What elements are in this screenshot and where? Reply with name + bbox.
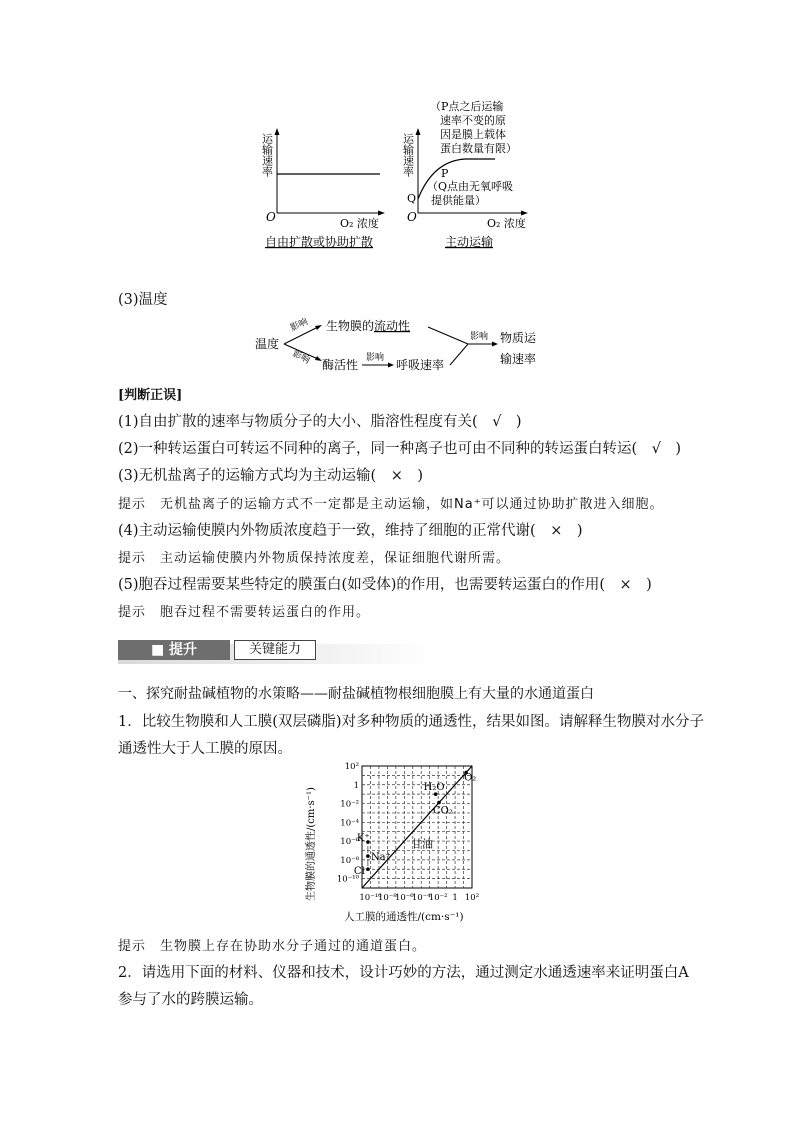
point-p: P [441, 167, 449, 180]
edge-down-label: 影响 [290, 348, 312, 367]
point-label: Cl⁻ [353, 866, 371, 878]
left-caption: 自由扩散或协助扩散 [265, 235, 374, 249]
x-tick-label: 10⁻⁸ [378, 893, 397, 903]
x-tick-label: 10⁻¹⁰ [359, 893, 382, 903]
note-q-2: 提供能量） [431, 194, 486, 207]
point-label: K⁺ [356, 833, 370, 845]
judge-item-5: (5)胞吞过程需要某些特定的膜蛋白(如受体)的作用，也需要转运蛋白的作用( × ) [118, 577, 652, 593]
judge-item-4: (4)主动运输使膜内外物质浓度趋于一致，维持了细胞的正常代谢( × ) [118, 523, 583, 539]
y-tick-label: 10⁻⁸ [340, 855, 359, 866]
right-ylabel: 运输速率 [401, 133, 415, 177]
point-label: Na⁺ [370, 852, 391, 864]
diagonal-line [362, 766, 472, 888]
judge-hint-5: 提示 胞吞过程不需要转运蛋白的作用。 [118, 605, 371, 620]
active-transport-curve [418, 159, 495, 199]
note-top-3: 因是膜上载体 [440, 128, 506, 141]
judge-title: [判断正误] [118, 388, 183, 403]
temp-root: 温度 [255, 337, 280, 351]
q1-line-1: 1．比较生物膜和人工膜(双层磷脂)对多种物质的通透性，结果如图。请解释生物膜对水分子 [118, 714, 705, 730]
result-label-1: 物质运 [500, 331, 537, 345]
point-label: O₂ [464, 772, 477, 784]
y-tick-label: 10⁻⁴ [340, 818, 359, 829]
right-caption: 主动运输 [445, 235, 494, 249]
judge-hint-4: 提示 主动运输使膜内外物质保持浓度差，保证细胞代谢所需。 [118, 551, 511, 566]
x-tick-label: 10⁻² [428, 893, 448, 903]
y-tick-label: 10⁻¹⁰ [336, 874, 359, 885]
note-q-1: （Q点由无氧呼吸 [427, 180, 514, 193]
note-top-4: 蛋白数量有限） [440, 142, 517, 155]
left-graph [261, 128, 386, 249]
edge-out-label: 影响 [470, 332, 489, 342]
transport-graphs [255, 95, 545, 255]
point-Na⁺ [366, 854, 370, 858]
left-ylabel: 运输速率 [260, 133, 274, 177]
respiration-label: 呼吸速率 [396, 358, 445, 372]
q1-line-2: 通透性大于人工膜的原因。 [118, 741, 292, 757]
judge-item-3: (3)无机盐离子的运输方式均为主动运输( × ) [118, 468, 424, 484]
judge-item-2: (2)一种转运蛋白可转运不同种的离子，同一种离子也可由不同种的转运蛋白转运( √ ) [118, 441, 682, 457]
temperature-heading: (3)温度 [118, 292, 168, 308]
point-label: CO₂ [433, 805, 453, 817]
membrane-label: 生物膜的流动性 [326, 319, 411, 333]
x-tick-label: 10² [464, 893, 480, 903]
temperature-diagram [250, 315, 550, 377]
result-label-2: 输速率 [500, 352, 537, 366]
permeability-chart [300, 758, 500, 928]
point-label: H₂O [423, 782, 445, 794]
left-origin: O [266, 210, 276, 224]
point-q: Q [407, 192, 417, 205]
y-tick-label: 10⁻² [340, 799, 359, 810]
banner-left: ■ 提升 [118, 640, 230, 660]
section-title: 一、探究耐盐碱植物的水策略——耐盐碱植物根细胞膜上有大量的水通道蛋白 [118, 686, 594, 702]
point-CO₂ [437, 801, 441, 805]
right-graph [402, 99, 529, 249]
y-tick-label: 10² [344, 762, 359, 772]
enzyme-label: 酶活性 [322, 358, 359, 372]
left-xlabel: O₂ 浓度 [340, 217, 379, 230]
judge-item-1: (1)自由扩散的速率与物质分子的大小、脂溶性程度有关( √ ) [118, 414, 522, 430]
right-origin: O [407, 210, 417, 224]
q2-line-1: 2．请选用下面的材料、仪器和技术，设计巧妙的方法，通过测定水通透速率来证明蛋白A [118, 965, 689, 981]
x-tick-label: 1 [452, 893, 458, 903]
q1-hint: 提示 生物膜上存在协助水分子通过的通道蛋白。 [118, 939, 427, 954]
right-xlabel: O₂ 浓度 [487, 217, 526, 230]
note-top-2: 速率不变的原 [440, 114, 506, 127]
y-tick-label: 10⁻⁶ [340, 837, 359, 848]
x-tick-label: 10⁻⁶ [394, 893, 414, 903]
x-tick-label: 10⁻⁴ [411, 893, 431, 903]
edge-up-label: 影响 [289, 317, 310, 334]
chart-ylabel: 生物膜的通透性/(cm·s⁻¹) [306, 787, 317, 901]
judge-hint-3: 提示 无机盐离子的运输方式不一定都是主动运输，如Na⁺可以通过协助扩散进入细胞。 [118, 497, 664, 512]
banner-right: 关键能力 [234, 640, 316, 660]
diagonal-label: 甘油 [411, 837, 434, 851]
edge-mid-label: 影响 [366, 353, 385, 363]
chart-xlabel: 人工膜的通透性/(cm·s⁻¹) [344, 911, 464, 923]
q2-line-2: 参与了水的跨膜运输。 [118, 992, 263, 1008]
note-top-1: （P点之后运输 [430, 100, 504, 113]
y-tick-label: 1 [353, 780, 359, 791]
section-banner [118, 640, 436, 664]
